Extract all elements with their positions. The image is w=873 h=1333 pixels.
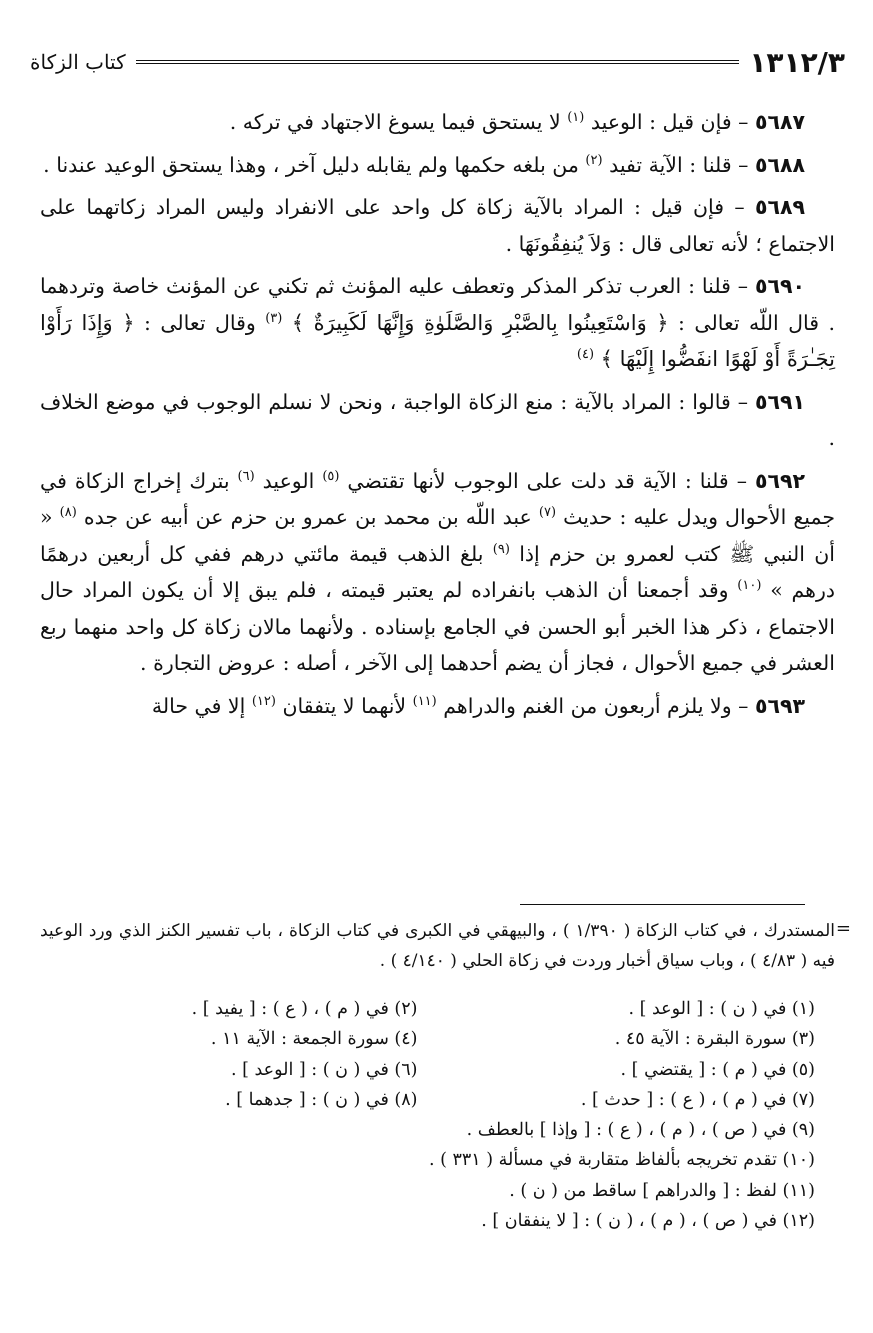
- footnote: (٧) في ( م ) ، ( ع ) : [ حدث ] .: [580, 1089, 815, 1110]
- footnote-ref: (١): [567, 110, 585, 126]
- footnote-ref: (٩): [492, 541, 510, 557]
- page-number: ١٣١٢/٣: [749, 45, 845, 79]
- footnote: (٤) سورة الجمعة : الآية ١١ .: [210, 1029, 418, 1050]
- paragraph-number: ٥٦٨٩: [754, 195, 805, 219]
- paragraph-text: وقد أجمعنا أن الذهب بانفراده لم يعتبر قيمته ، فلم يبق إلا أن يكون المراد حال الاجتماع ، ذكر هذا الخبر أبو الحسن في الجامع بإسناده . ولأنهما مالان زكاة كل واحد منهما ربع العشر في جميع الأحوال ، فجاز أن يضم أحدهما إلى الآخر ، أصله : عروض التجارة .: [40, 578, 835, 675]
- footnote: (١) في ( ن ) : [ الوعد ] .: [628, 999, 815, 1019]
- paragraph-text: إلا في حالة: [151, 693, 252, 718]
- footnote-ref: (٤): [576, 347, 595, 363]
- footnote-row: [40, 1206, 835, 1236]
- paragraph-text: لا يستحق فيما يسوغ الاجتهاد في تركه .: [229, 110, 568, 134]
- paragraph-text: وقال تعالى :: [134, 310, 266, 335]
- paragraph-text: « أن النبي ﷺ كتب لعمرو بن حزم إذا: [40, 505, 836, 566]
- footnote-row: [40, 1145, 835, 1175]
- footnote: (٢) في ( م ) ، ( ع ) : [ يفيد ] .: [191, 999, 418, 1019]
- paragraph-text: – قلنا : العرب تذكر المذكر وتعطف عليه المؤنث ثم تكني عن المؤنث خاصة وتردهما . قال اللّه تعالى :: [40, 274, 835, 335]
- main-text: [40, 104, 835, 730]
- footnote-row: [40, 1055, 835, 1085]
- footnote-ref: (٥): [322, 468, 340, 484]
- footnote-row: [40, 1024, 835, 1054]
- continuation-mark: =: [835, 918, 851, 939]
- footnote-row: [40, 1085, 835, 1115]
- footnote: (١١) لفظ : [ والدراهم ] ساقط من ( ن ) .: [509, 1180, 815, 1201]
- continuation-text: المستدرك ، في كتاب الزكاة ( ١/٣٩٠ ) ، والبيهقي في الكبرى في كتاب الزكاة ، باب تفسير الكنز الذي ورد الوعيد فيه ( ٤/٨٣ ) ، وباب سياق أخبار وردت في زكاة الحلي ( ٤/١٤٠ ) .: [40, 921, 835, 971]
- paragraph-text: – فإن قيل : المراد بالآية زكاة كل واحد على الانفراد وليس المراد زكاتهما على الاجتماع ؛ لأنه تعالى قال : وَلاَ يُنفِقُونَهَا .: [40, 195, 835, 256]
- paragraph: [40, 688, 835, 725]
- paragraph-text: – قلنا : الآية قد دلت على الوجوب لأنها تقتضي: [339, 468, 755, 493]
- paragraph-number: ٥٦٩١: [754, 389, 805, 414]
- book-title: كتاب الزكاة: [30, 50, 126, 74]
- paragraph-number: ٥٦٨٨: [754, 152, 805, 177]
- paragraph-text: – قالوا : المراد بالآية : منع الزكاة الواجبة ، ونحن لا نسلم الوجوب في موضع الخلاف .: [40, 389, 835, 450]
- footnote-ref: (٨): [59, 505, 77, 521]
- footnote: (٣) سورة البقرة : الآية ٤٥ .: [614, 1029, 815, 1050]
- paragraph-text: – ولا يلزم أربعون من الغنم والدراهم: [436, 693, 755, 718]
- paragraph-number: ٥٦٩٣: [754, 693, 805, 718]
- footnote-row: [40, 1115, 835, 1145]
- footnote-ref: (٣): [265, 310, 283, 326]
- paragraph: [40, 384, 835, 457]
- paragraph-text: [282, 311, 291, 335]
- footnote-separator: [520, 904, 805, 905]
- page-header: [30, 42, 845, 82]
- paragraph-text: عبد اللّه بن محمد بن عمرو بن حزم عن أبيه عن جده: [76, 505, 539, 529]
- footnote-ref: (٦): [237, 468, 255, 484]
- paragraph: [40, 463, 835, 682]
- footnotes: [40, 994, 835, 1236]
- paragraph-number: ٥٦٨٧: [754, 110, 805, 134]
- paragraph: [40, 189, 835, 262]
- footnote-continuation: [40, 916, 851, 976]
- footnote-ref: (٧): [538, 505, 557, 521]
- paragraph-text: – فإن قيل : الوعيد: [584, 110, 755, 134]
- footnote: (١٢) في ( ص ) ، ( م ) ، ( ن ) : [ لا ينفقان ] .: [481, 1211, 815, 1232]
- footnote: (٩) في ( ص ) ، ( م ) ، ( ع ) : [ وإذا ] بالعطف .: [466, 1120, 815, 1141]
- paragraph-text: الوعيد: [254, 468, 323, 493]
- quran-verse: ﴿ وَاسْتَعِينُوا بِالصَّبْرِ وَالصَّلَوٰةِ وَإِنَّهَا لَكَبِيرَةٌ ﴾: [291, 310, 669, 335]
- footnote-ref: (١٢): [251, 693, 276, 709]
- footnote-ref: (١١): [412, 693, 437, 709]
- paragraph: [40, 268, 835, 378]
- quran-verse: ﴿ وَإِذَا رَأَوْا تِجَـٰرَةً أَوْ لَهْوًا انفَضُّوا إِلَيْهَا ﴾: [40, 310, 835, 371]
- footnote-row: [40, 1176, 835, 1206]
- paragraph-text: بترك إخراج الزكاة في جميع الأحوال ويدل عليه : حديث: [40, 468, 835, 529]
- paragraph-text: لأنهما لا يتفقان: [275, 693, 413, 718]
- paragraph: [40, 104, 835, 141]
- footnote: (١٠) تقدم تخريجه بألفاظ متقاربة في مسألة ( ٣٣١ ) .: [428, 1150, 815, 1171]
- paragraph-number: ٥٦٩٢: [754, 468, 805, 493]
- footnote-ref: (١٠): [737, 578, 762, 594]
- footnote-row: [40, 994, 835, 1024]
- header-rule: [136, 60, 740, 64]
- paragraph: [40, 147, 835, 184]
- paragraph-text: من بلغه حكمها ولم يقابله دليل آخر ، وهذا يستحق الوعيد عندنا .: [43, 152, 586, 177]
- footnote-ref: (٢): [585, 152, 603, 168]
- footnote: (٨) في ( ن ) : [ جدهما ] .: [225, 1089, 418, 1110]
- paragraph-number: ٥٦٩٠: [754, 274, 805, 298]
- footnote: (٥) في ( م ) : [ يقتضي ] .: [620, 1059, 815, 1080]
- paragraph-text: بلغ الذهب قيمة مائتي درهم ففي كل أربعين درهمًا درهم »: [40, 541, 836, 602]
- paragraph-text: – قلنا : الآية تفيد: [602, 152, 755, 177]
- footnote: (٦) في ( ن ) : [ الوعد ] .: [230, 1059, 418, 1080]
